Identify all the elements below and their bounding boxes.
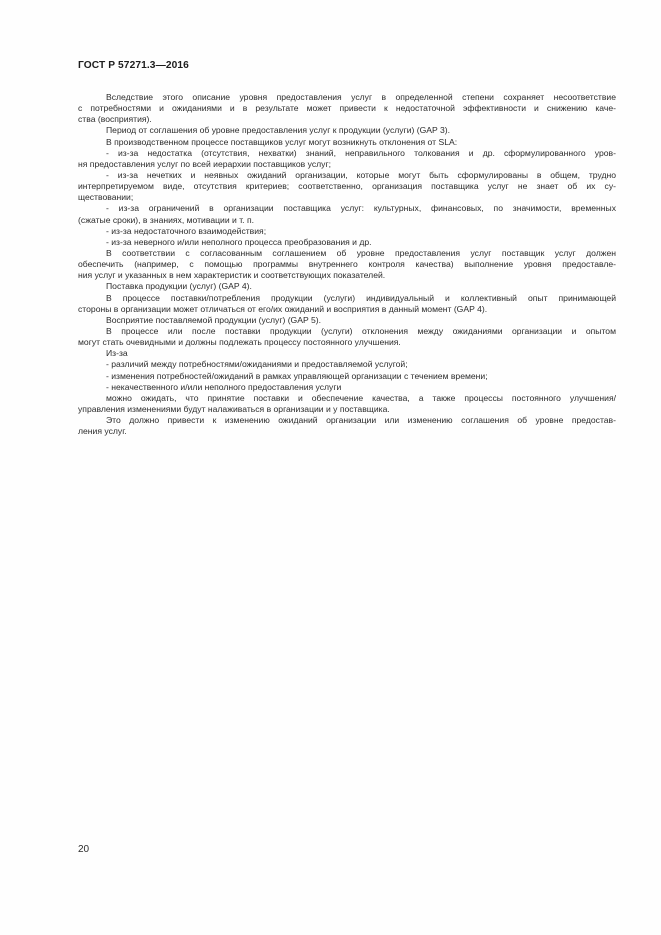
body-text bbox=[78, 92, 616, 437]
text-line: ня предоставления услуг по всей иерархии поставщиков услуг; bbox=[78, 158, 331, 169]
text-line: - из-за недостаточного взаимодействия; bbox=[106, 225, 267, 236]
text-line: ществовании; bbox=[78, 192, 134, 203]
text-line: В процессе или после поставки продукции (услуги) отклонения между ожиданиями организации и опытом bbox=[106, 325, 616, 336]
text-line: ния услуг и указанных в нем характеристик и соответствующих показателей. bbox=[78, 270, 386, 281]
text-line: обеспечить (например, с помощью программы внутреннего контроля качества) выполнение уровня предоставле- bbox=[78, 259, 616, 270]
text-line: - различий между потребностями/ожиданиями и предоставляемой услугой; bbox=[106, 359, 408, 370]
text-line: В соответствии с согласованным соглашением об уровне предоставления услуг поставщик услуг должен bbox=[106, 247, 616, 258]
text-line: интерпретируемом виде, отсутствия критериев; соответственно, организация поставщика услуг не знает об их су- bbox=[78, 181, 616, 192]
text-line: - из-за нечетких и неявных ожиданий организации, которые могут быть сформулированы в общем, трудно bbox=[106, 169, 616, 180]
text-line: Период от соглашения об уровне предоставления услуг к продукции (услуги) (GAP 3). bbox=[106, 125, 451, 136]
text-line: управления изменениями будут налаживаться в организации и у поставщика. bbox=[78, 403, 390, 414]
page-number: 20 bbox=[78, 844, 90, 855]
text-line: Это должно привести к изменению ожиданий организации или изменению соглашения об уровне предостав- bbox=[106, 415, 616, 426]
text-line: могут стать очевидными и должны подлежать процессу постоянного улучшения. bbox=[78, 337, 401, 348]
text-line: ления услуг. bbox=[78, 426, 127, 437]
text-line: - из-за ограничений в организации поставщика услуг: культурных, финансовых, по значимости, временных bbox=[106, 203, 616, 214]
standard-header: ГОСТ Р 57271.3—2016 bbox=[78, 60, 189, 71]
text-line: В процессе поставки/потребления продукции (услуги) индивидуальный и коллективный опыт принимающей bbox=[106, 292, 616, 303]
text-line: Поставка продукции (услуг) (GAP 4). bbox=[106, 281, 252, 292]
text-line: - из-за недостатка (отсутствия, нехватки) знаний, неправильного толкования и др. сформулированного уров- bbox=[106, 147, 616, 158]
text-line: ства (восприятия). bbox=[78, 114, 152, 125]
text-line: Из-за bbox=[106, 348, 128, 359]
text-line: стороны в организации может отличаться от его/их ожиданий и восприятия в данный момент (GAP 4). bbox=[78, 303, 488, 314]
text-line: Восприятие поставляемой продукции (услуг) (GAP 5). bbox=[106, 314, 321, 325]
text-line: с потребностями и ожиданиями и в результате может привести к недостаточной эффективности и снижению каче- bbox=[78, 103, 616, 114]
text-line: - из-за неверного и/или неполного процесса преобразования и др. bbox=[106, 236, 372, 247]
text-line: - некачественного и/или неполного предоставления услуги bbox=[106, 381, 342, 392]
text-line: - изменения потребностей/ожиданий в рамках управляющей организации с течением времени; bbox=[106, 370, 488, 381]
text-line: Вследствие этого описание уровня предоставления услуг в определенной степени сохраняет несоответствие bbox=[106, 92, 616, 102]
text-line: (сжатые сроки), в знаниях, мотивации и т. п. bbox=[78, 214, 254, 225]
text-line: В производственном процессе поставщиков услуг могут возникнуть отклонения от SLA: bbox=[106, 136, 458, 147]
text-line: можно ожидать, что принятие поставки и обеспечение качества, а также процессы постоянного улучшения/ bbox=[106, 392, 616, 403]
